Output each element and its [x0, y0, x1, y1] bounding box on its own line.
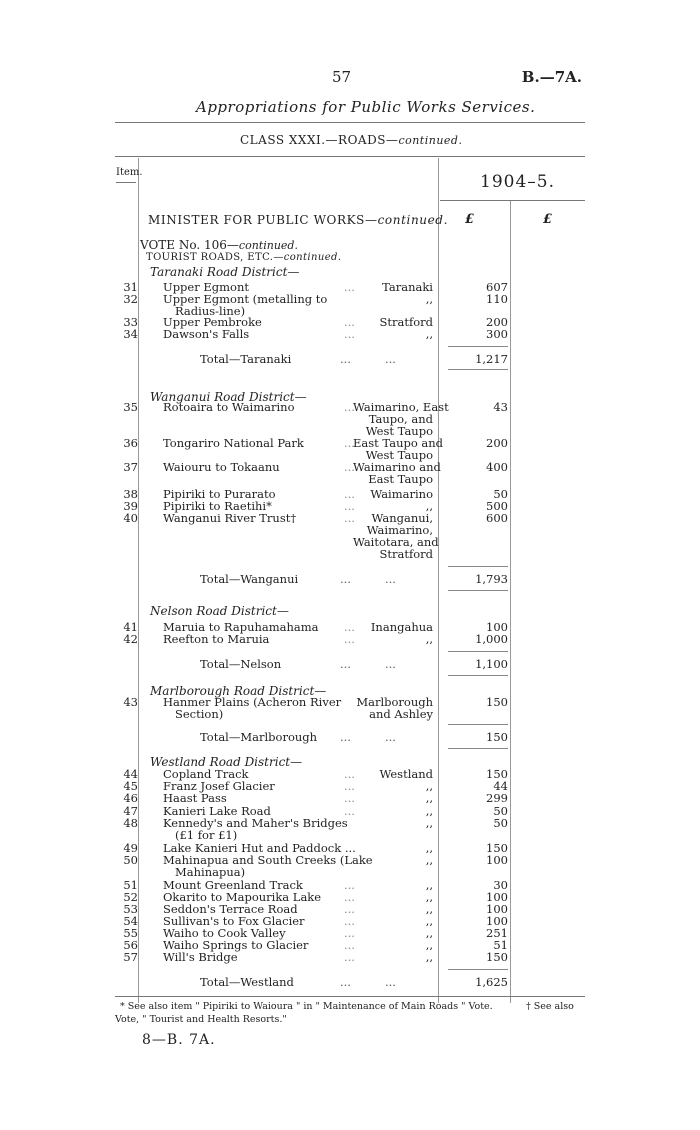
- table-bottom-rule: [115, 996, 585, 997]
- road-name: Franz Josef Glacier: [163, 779, 275, 793]
- county-name: ,,: [425, 327, 433, 341]
- road-name-continued: Section): [175, 707, 224, 721]
- class-title: [240, 133, 462, 147]
- total-dots: ...: [385, 657, 396, 671]
- leader-dots: ...: [344, 487, 355, 501]
- total-rule: [448, 675, 508, 676]
- item-number: 34: [123, 327, 138, 341]
- amount-value: 607: [486, 280, 508, 294]
- item-number: 42: [123, 632, 138, 646]
- total-label: Total—Wanganui: [200, 572, 299, 586]
- road-name: Pipiriki to Raetihi*: [163, 499, 272, 513]
- item-number: 49: [123, 841, 138, 855]
- leader-dots: ...: [344, 460, 355, 474]
- leader-dots: ...: [344, 878, 355, 892]
- item-number: 44: [123, 767, 138, 781]
- vote-heading: [140, 238, 298, 252]
- table-row: [108, 437, 508, 449]
- road-name: Hanmer Plains (Acheron River: [163, 695, 342, 709]
- table-row: [108, 512, 508, 524]
- table-row: [108, 854, 508, 866]
- pound-symbol-1: £: [465, 212, 475, 227]
- road-name: Upper Egmont (metalling to: [163, 292, 328, 306]
- footnote-star: * See also item " Pipiriki to Waioura " in " Maintenance of Main Roads " Vote.: [120, 1001, 493, 1012]
- leader-dots: ...: [344, 315, 355, 329]
- county-name: Marlborough: [356, 695, 433, 709]
- total-dots: ...: [340, 572, 351, 586]
- county-name: ,,: [425, 914, 433, 928]
- item-number: 36: [123, 436, 138, 450]
- amount-value: 500: [486, 499, 508, 513]
- district-heading: Westland Road District—: [150, 755, 303, 769]
- total-amount: 1,793: [475, 572, 508, 586]
- total-label: Total—Marlborough: [200, 730, 318, 744]
- item-number: 33: [123, 315, 138, 329]
- item-number: 37: [123, 460, 138, 474]
- amount-value: 251: [486, 926, 508, 940]
- total-label: Total—Westland: [200, 975, 294, 989]
- road-name: Haast Pass: [163, 791, 227, 805]
- tourist-text: TOURIST ROADS, ETC.—: [146, 252, 284, 263]
- county-name: ,,: [425, 841, 433, 855]
- county-name-continued: West Taupo: [365, 448, 433, 462]
- leader-dots: ...: [344, 950, 355, 964]
- county-name: Wanganui,: [371, 511, 433, 525]
- road-name: Upper Egmont: [163, 280, 249, 294]
- leader-dots: ...: [344, 791, 355, 805]
- footnote-line2: Vote, " Tourist and Health Resorts.": [115, 1014, 287, 1025]
- amount-value: 300: [486, 327, 508, 341]
- minister-continued: continued.: [377, 213, 448, 227]
- county-name: Stratford: [379, 315, 433, 329]
- class-title-text: CLASS XXXI.—ROADS—: [240, 133, 399, 147]
- total-amount: 150: [486, 730, 508, 744]
- table-row: [108, 633, 508, 645]
- item-number: 50: [123, 853, 138, 867]
- county-name: ,,: [425, 890, 433, 904]
- county-name: ,,: [425, 816, 433, 830]
- leader-dots: ...: [344, 914, 355, 928]
- item-number: 43: [123, 695, 138, 709]
- county-name-continued: Waitotara, and: [353, 535, 439, 549]
- amount-value: 43: [493, 400, 508, 414]
- county-name: Taranaki: [382, 280, 433, 294]
- item-number: 31: [123, 280, 138, 294]
- total-label: Total—Nelson: [200, 657, 282, 671]
- amount-value: 50: [493, 487, 508, 501]
- total-dots: ...: [385, 730, 396, 744]
- subtotal-rule: [448, 346, 508, 347]
- amount-value: 50: [493, 804, 508, 818]
- table-row: [108, 696, 508, 708]
- table-row: [108, 951, 508, 963]
- county-name: ,,: [425, 902, 433, 916]
- table-row: [108, 792, 508, 804]
- table-row: [108, 328, 508, 340]
- road-name-continued: Mahinapua): [175, 865, 246, 879]
- amount-value: 50: [493, 816, 508, 830]
- amount-value: 44: [493, 779, 508, 793]
- leader-dots: ...: [344, 280, 355, 294]
- total-amount: 1,625: [475, 975, 508, 989]
- amount-value: 150: [486, 950, 508, 964]
- amount-value: 400: [486, 460, 508, 474]
- amount-value: 150: [486, 695, 508, 709]
- item-number: 52: [123, 890, 138, 904]
- page-number: 57: [332, 68, 352, 86]
- county-name: ,,: [425, 926, 433, 940]
- road-name: Reefton to Maruia: [163, 632, 270, 646]
- page-title: Appropriations for Public Works Services.: [196, 98, 536, 116]
- county-name: ,,: [425, 779, 433, 793]
- amount-value: 51: [493, 938, 508, 952]
- item-number: 48: [123, 816, 138, 830]
- county-name: ,,: [425, 499, 433, 513]
- amount-column-divider: [510, 200, 511, 1003]
- county-name-continued: Waimarino,: [366, 523, 433, 537]
- amount-value: 100: [486, 853, 508, 867]
- district-heading: Taranaki Road District—: [150, 265, 300, 279]
- total-dots: ...: [340, 657, 351, 671]
- leader-dots: ...: [344, 804, 355, 818]
- amount-value: 110: [486, 292, 508, 306]
- county-name: Waimarino and: [353, 460, 441, 474]
- amount-value: 100: [486, 890, 508, 904]
- item-number: 55: [123, 926, 138, 940]
- road-name: Waiho to Cook Valley: [163, 926, 286, 940]
- subtotal-rule: [448, 969, 508, 970]
- leader-dots: ...: [344, 620, 355, 634]
- total-dots: ...: [385, 572, 396, 586]
- item-number: 45: [123, 779, 138, 793]
- amount-value: 600: [486, 511, 508, 525]
- county-name-continued: West Taupo: [365, 424, 433, 438]
- item-number: 53: [123, 902, 138, 916]
- district-heading: Nelson Road District—: [150, 604, 289, 618]
- road-name: Kennedy's and Maher's Bridges: [163, 816, 348, 830]
- subtotal-rule: [448, 724, 508, 725]
- item-number: 46: [123, 791, 138, 805]
- amount-value: 30: [493, 878, 508, 892]
- item-number: 47: [123, 804, 138, 818]
- amount-value: 100: [486, 902, 508, 916]
- county-name: Waimarino, East: [353, 400, 449, 414]
- leader-dots: ...: [344, 436, 355, 450]
- class-title-continued: continued.: [398, 134, 463, 147]
- road-name: Maruia to Rapuhamahama: [163, 620, 319, 634]
- county-name-continued: East Taupo: [368, 472, 433, 486]
- road-name: Mahinapua and South Creeks (Lake: [163, 853, 373, 867]
- total-dots: ...: [340, 730, 351, 744]
- item-number: 39: [123, 499, 138, 513]
- tourist-heading: [146, 252, 341, 263]
- tourist-continued: continued.: [283, 252, 342, 263]
- leader-dots: ...: [344, 938, 355, 952]
- table-top-rule: [115, 156, 585, 157]
- title-rule: [115, 122, 585, 123]
- leader-dots: ...: [344, 511, 355, 525]
- total-dots: ...: [340, 975, 351, 989]
- total-amount: 1,100: [475, 657, 508, 671]
- road-name: Rotoaira to Waimarino: [163, 400, 295, 414]
- road-name: Upper Pembroke: [163, 315, 262, 329]
- item-number: 57: [123, 950, 138, 964]
- county-name: ,,: [425, 791, 433, 805]
- county-name: ,,: [425, 950, 433, 964]
- county-name-continued: Taupo, and: [368, 412, 433, 426]
- item-number: 41: [123, 620, 138, 634]
- leader-dots: ...: [344, 327, 355, 341]
- county-name-continued: Stratford: [379, 547, 433, 561]
- amount-value: 1,000: [475, 632, 508, 646]
- document-reference: B.—7A.: [521, 68, 582, 86]
- road-name: Kanieri Lake Road: [163, 804, 271, 818]
- county-name: ,,: [425, 878, 433, 892]
- item-number: 40: [123, 511, 138, 525]
- road-name-continued: (£1 for £1): [175, 828, 238, 842]
- table-row: [108, 461, 508, 473]
- county-name: ,,: [425, 632, 433, 646]
- leader-dots: ...: [344, 779, 355, 793]
- total-dots: ...: [340, 352, 351, 366]
- leader-dots: ...: [344, 400, 355, 414]
- county-name: East Taupo and: [353, 436, 444, 450]
- table-row: [108, 293, 508, 305]
- road-name: Dawson's Falls: [163, 327, 250, 341]
- district-heading: Marlborough Road District—: [150, 684, 327, 698]
- subtotal-rule: [448, 566, 508, 567]
- vote-continued: continued.: [238, 239, 298, 252]
- signature-mark: 8—B. 7A.: [142, 1032, 216, 1048]
- amount-value: 200: [486, 436, 508, 450]
- amount-value: 100: [486, 914, 508, 928]
- total-rule: [448, 369, 508, 370]
- item-number: 32: [123, 292, 138, 306]
- road-name: Wanganui River Trust†: [163, 511, 297, 525]
- amount-value: 100: [486, 620, 508, 634]
- road-name-continued: Radius-line): [175, 304, 246, 318]
- county-name: Westland: [379, 767, 433, 781]
- table-row: [108, 817, 508, 829]
- road-name: Okarito to Mapourika Lake: [163, 890, 322, 904]
- item-header: Item.: [116, 167, 143, 178]
- road-name: Seddon's Terrace Road: [163, 902, 298, 916]
- county-name: ,,: [425, 938, 433, 952]
- road-name: Copland Track: [163, 767, 249, 781]
- total-dots: ...: [385, 352, 396, 366]
- subtotal-rule: [448, 651, 508, 652]
- pound-symbol-2: £: [543, 212, 553, 227]
- leader-dots: ...: [344, 926, 355, 940]
- item-number: 56: [123, 938, 138, 952]
- road-name: Waiho Springs to Glacier: [163, 938, 309, 952]
- leader-dots: ...: [344, 767, 355, 781]
- item-number: 51: [123, 878, 138, 892]
- item-header-rule: [116, 182, 136, 183]
- minister-heading: [148, 213, 448, 227]
- road-name: Tongariro National Park: [163, 436, 304, 450]
- leader-dots: ...: [344, 499, 355, 513]
- item-number: 38: [123, 487, 138, 501]
- county-name-continued: and Ashley: [369, 707, 433, 721]
- road-name: Pipiriki to Purarato: [163, 487, 276, 501]
- item-number: 54: [123, 914, 138, 928]
- leader-dots: ...: [344, 632, 355, 646]
- road-name: Sullivan's to Fox Glacier: [163, 914, 305, 928]
- amount-value: 299: [486, 791, 508, 805]
- total-dots: ...: [385, 975, 396, 989]
- table-row: [108, 401, 508, 413]
- road-name: Will's Bridge: [163, 950, 238, 964]
- leader-dots: ...: [344, 902, 355, 916]
- county-name: ,,: [425, 292, 433, 306]
- total-label: Total—Taranaki: [200, 352, 292, 366]
- total-amount: 1,217: [475, 352, 508, 366]
- year-rule: [440, 200, 585, 201]
- amount-value: 200: [486, 315, 508, 329]
- footnote-dagger: † See also: [526, 1001, 574, 1012]
- leader-dots: ...: [344, 890, 355, 904]
- amount-value: 150: [486, 841, 508, 855]
- minister-text: MINISTER FOR PUBLIC WORKS—: [148, 213, 378, 227]
- county-name: Inangahua: [370, 620, 433, 634]
- county-name: ,,: [425, 853, 433, 867]
- county-name: ,,: [425, 804, 433, 818]
- road-name: Lake Kanieri Hut and Paddock ...: [163, 841, 356, 855]
- year-header: 1904–5.: [480, 172, 555, 192]
- total-rule: [448, 748, 508, 749]
- vote-text: VOTE No. 106—: [140, 238, 239, 252]
- district-heading: Wanganui Road District—: [150, 390, 307, 404]
- total-rule: [448, 590, 508, 591]
- item-number: 35: [123, 400, 138, 414]
- road-name: Mount Greenland Track: [163, 878, 303, 892]
- county-name: Waimarino: [370, 487, 433, 501]
- road-name: Waiouru to Tokaanu: [163, 460, 280, 474]
- amount-value: 150: [486, 767, 508, 781]
